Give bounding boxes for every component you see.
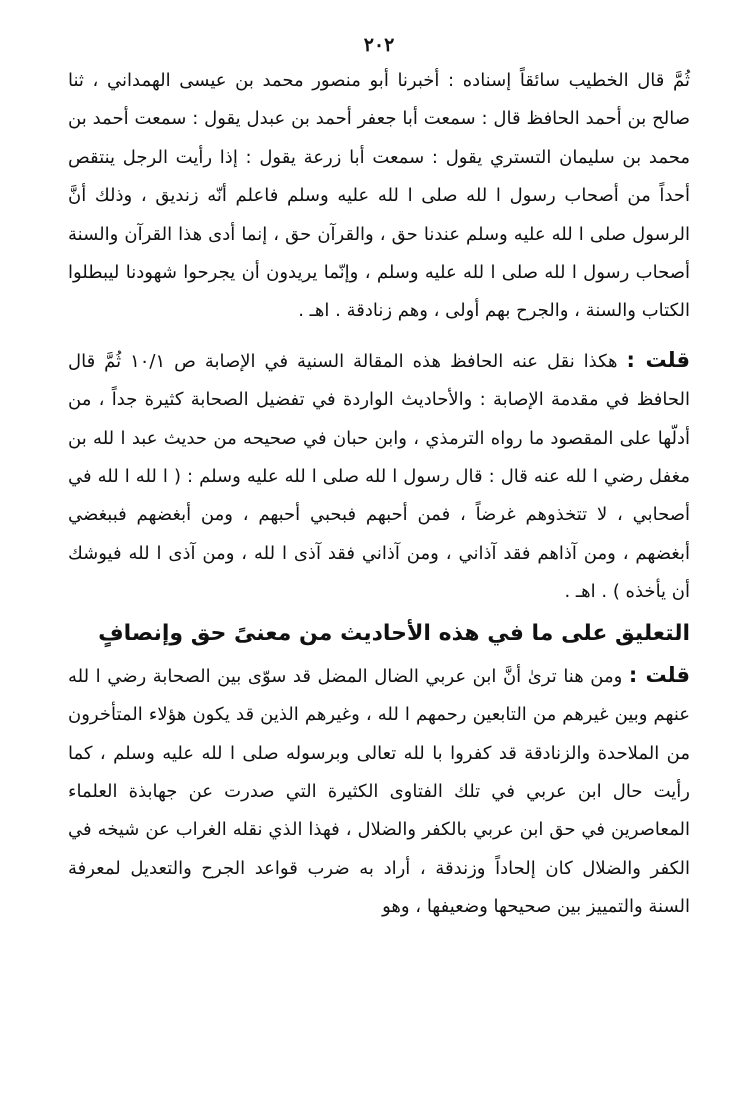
- paragraph-ibn-arabi-commentary: [68, 656, 690, 927]
- qult-lead: قلت :: [626, 347, 690, 372]
- paragraph-khatib-isnad: ثُمَّ قال الخطيب سائقاً إسناده : أخبرنا أبو منصور محمد بن عيسى الهمداني ، ثنا صالح بن أحمد الحافظ قال : سمعت أبا جعفر أحمد بن عبدل يقول : سمعت أحمد بن محمد بن سليمان التستري يقول : سمعت أبا زرعة يقول : إذا رأيت الرجل ينتقص أحداً من أصحاب رسول ا لله صلى ا لله عليه وسلم فاعلم أنّه زنديق ، وذلك أنَّ الرسول صلى ا لله عليه وسلم عندنا حق ، والقرآن حق ، إنما أدى هذا القرآن والسنة أصحاب رسول ا لله صلى ا لله عليه وسلم ، وإنّما يريدون أن يجرحوا شهودنا ليبطلوا الكتاب والسنة ، والجرح بهم أولى ، وهم زنادقة . اهـ .: [68, 70, 690, 322]
- page-number: ٢٠٢: [363, 34, 395, 56]
- qult-lead: قلت :: [628, 662, 690, 687]
- paragraph-spacer: [68, 331, 690, 341]
- paragraph-isabah-quote: [68, 341, 690, 612]
- paragraph-text: هكذا نقل عنه الحافظ هذه المقالة السنية في الإصابة ص ١٠/١ ثُمَّ قال الحافظ في مقدمة الإصابة : والأحاديث الواردة في تفضيل الصحابة كثيرة جداً ، من أدلّها على المقصود ما رواه الترمذي ، وابن حبان في صحيحه من حديث عبد ا لله بن مغفل رضي ا لله عنه قال : قال رسول ا لله صلى ا لله عليه وسلم : ( ا لله ا لله في أصحابي ، لا تتخذوهم غرضاً ، فمن أحبهم فبحبي أحبهم ، ومن أبغضهم فببغضي أبغضهم ، ومن آذاهم فقد آذاني ، ومن آذاني فقد آذى ا لله ، ومن آذى ا لله فيوشك أن يأخذه ) . اهـ .: [68, 350, 690, 603]
- paragraph-text: ومن هنا ترىٰ أنَّ ابن عربي الضال المضل قد سوّى بين الصحابة رضي ا لله عنهم وبين غيرهم من التابعين رحمهم ا لله ، وغيرهم الذين قد يكون هؤلاء المتأخرون من الملاحدة والزنادقة قد كفروا با لله تعالى وبرسوله صلى ا لله عليه وسلم ، كما رأيت حال ابن عربي في تلك الفتاوى الكثيرة التي صدرت عن جهابذة العلماء المعاصرين في حق ابن عربي بالكفر والضلال ، فهذا الذي نقله الغراب عن شيخه في الكفر والضلال كان إلحاداً وزندقة ، أراد به ضرب قواعد الجرح والتعديل لمعرفة السنة والتمييز بين صحيحها وضعيفها ، وهو: [68, 665, 690, 918]
- book-page: [68, 30, 690, 927]
- section-heading: التعليق على ما في هذه الأحاديث من معنىً حق وإنصافٍ: [98, 620, 690, 646]
